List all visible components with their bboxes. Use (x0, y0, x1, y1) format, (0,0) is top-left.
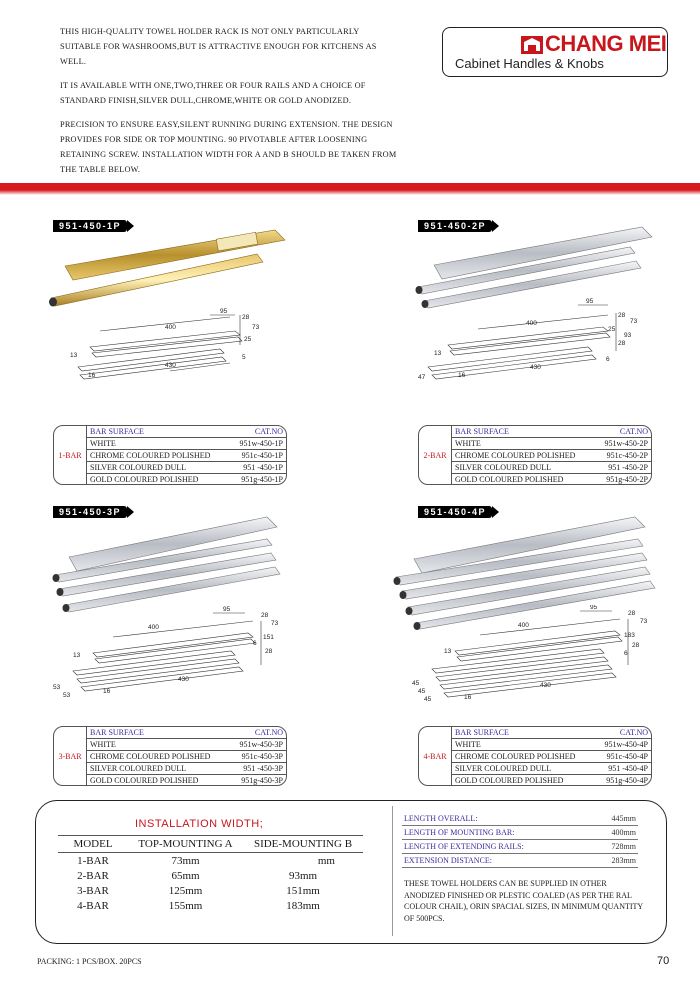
catno-cell: 951g-450-2P (606, 475, 648, 484)
length-value: 445mm (611, 814, 636, 823)
red-divider (0, 183, 700, 190)
length-value: 283mm (611, 856, 636, 865)
surface-cell: GOLD COLOURED POLISHED (452, 474, 595, 486)
surface-cell: CHROME COLOURED POLISHED (87, 450, 230, 462)
dim-label: 16 (103, 688, 111, 695)
mounting-bar-length-row (402, 826, 638, 840)
surface-cell: WHITE (87, 739, 230, 751)
catno-cell: 951g-450-1P (241, 475, 283, 484)
col-header-catno: CAT.NO (230, 727, 286, 739)
side-mount-cell: 93mm (288, 869, 318, 882)
dim-label: 93 (624, 332, 632, 339)
dim-label: 73 (640, 618, 648, 625)
product-photo-3p (45, 515, 295, 615)
dim-label: 45 (424, 696, 432, 703)
dim-label: 28 (618, 340, 626, 347)
table-row (58, 898, 363, 913)
spec-table-1p (53, 425, 287, 485)
catno-cell: 951 -450-1P (230, 462, 286, 474)
intro-paragraph-1: THIS HIGH-QUALITY TOWEL HOLDER RACK IS NOT ONLY PARTICULARLY SUITABLE FOR WASHROOMS,BUT IS ATTRACTIVE ENOUGH FOR KITCHENS AS WELL. (60, 27, 377, 66)
dim-label: 28 (632, 642, 640, 649)
length-label: LENGTH OVERALL: (404, 814, 478, 823)
bar-count-label: 2-BAR (423, 450, 447, 460)
page-number: 70 (657, 955, 670, 967)
col-header-surface: BAR SURFACE (87, 727, 230, 739)
intro-text (60, 24, 402, 186)
model-cell: 4-BAR (77, 899, 109, 912)
model-cell: 3-BAR (77, 884, 109, 897)
model-cell: 2-BAR (77, 869, 109, 882)
model-tag-4p: 951-450-4P (418, 506, 492, 518)
dim-label: 5 (242, 354, 246, 361)
dim-label: 6 (606, 356, 610, 363)
dim-label: 400 (518, 622, 529, 629)
model-tag-2p: 951-450-2P (418, 220, 492, 232)
dim-label: 6 (253, 640, 257, 647)
catno-cell: 951w-450-4P (595, 739, 651, 751)
dim-label: 16 (88, 372, 96, 379)
model-cell: 1-BAR (77, 854, 109, 867)
panel-divider (392, 806, 393, 936)
catno-cell: 951 -450-4P (595, 763, 651, 775)
catno-cell: 951 -450-2P (595, 462, 651, 474)
custom-order-note: THESE TOWEL HOLDERS CAN BE SUPPLIED IN OTHER ANODIZED FINISHED OR PLESTIC COALED (AS PER THE RAL COLOUR CHAIL), ORIN SPACIAL SIZES, IN MINIMUM QUANTITY OF 500PCS. (404, 879, 643, 923)
side-mount-cell: 151mm (286, 884, 320, 897)
dim-label: 13 (70, 352, 78, 359)
packing-info: PACKING: 1 PCS/BOX. 20PCS (37, 957, 142, 966)
surface-cell: WHITE (87, 438, 230, 450)
top-mount-cell: 125mm (168, 884, 203, 897)
dimension-drawing-3p (53, 605, 283, 700)
dim-label: 6 (624, 650, 628, 657)
dim-label: 95 (590, 605, 598, 611)
dim-label: 25 (608, 326, 616, 333)
dim-label: 45 (418, 688, 426, 695)
dim-label: 430 (165, 362, 176, 369)
bar-count-label: 1-BAR (58, 450, 82, 460)
dim-label: 28 (628, 610, 636, 617)
catno-cell: 951g-450-4P (606, 776, 648, 785)
dimension-drawing-2p (418, 295, 658, 385)
dim-label: 45 (412, 680, 420, 687)
logo-emblem-icon (521, 36, 543, 54)
length-label: LENGTH OF MOUNTING BAR: (404, 828, 515, 837)
dim-label: 95 (223, 606, 231, 613)
dim-label: 13 (73, 652, 81, 659)
top-mount-cell: 65mm (171, 869, 200, 882)
header-side-mounting: SIDE-MOUNTING B (243, 836, 363, 853)
top-mount-cell: 155mm (168, 899, 203, 912)
dim-label: 13 (434, 350, 442, 357)
spec-table-3p (53, 726, 287, 786)
table-row (58, 853, 363, 869)
dim-label: 151 (263, 634, 274, 641)
length-label: LENGTH OF EXTENDING RAILS: (404, 842, 524, 851)
surface-cell: CHROME COLOURED POLISHED (87, 751, 230, 763)
dim-label: 73 (630, 318, 638, 325)
dim-label: 400 (165, 324, 176, 331)
catno-cell: 951w-450-1P (230, 438, 286, 450)
surface-cell: CHROME COLOURED POLISHED (452, 450, 595, 462)
surface-cell: GOLD COLOURED POLISHED (87, 474, 230, 486)
spec-table-4p (418, 726, 652, 786)
product-photo-1p (45, 228, 295, 308)
length-overall-row (402, 812, 638, 826)
col-header-catno: CAT.NO (595, 727, 651, 739)
dim-label: 53 (63, 692, 71, 699)
length-label: EXTENSION DISTANCE: (404, 856, 493, 865)
header-model: MODEL (58, 836, 128, 853)
logo-brand-name: CHANG MEI (545, 31, 667, 56)
catno-cell: 951g-450-3P (241, 776, 283, 785)
table-row (58, 883, 363, 898)
side-mount-cell: mm (317, 854, 335, 867)
installation-width-table (58, 835, 363, 913)
model-tag-3p: 951-450-3P (53, 506, 127, 518)
col-header-surface: BAR SURFACE (87, 426, 230, 438)
extension-distance-row (402, 854, 638, 868)
dim-label: 430 (540, 682, 551, 689)
dim-label: 73 (271, 620, 279, 627)
dim-label: 95 (220, 308, 228, 315)
surface-cell: WHITE (452, 739, 595, 751)
logo-subtitle: Cabinet Handles & Knobs (455, 56, 604, 71)
surface-cell: SILVER COLOURED DULL (87, 763, 230, 775)
catno-cell: 951w-450-2P (595, 438, 651, 450)
brand-logo (442, 27, 668, 77)
surface-cell: SILVER COLOURED DULL (452, 763, 595, 775)
dim-label: 28 (261, 612, 269, 619)
dim-label: 400 (148, 624, 159, 631)
spec-table-2p (418, 425, 652, 485)
dimension-drawing-4p (410, 605, 660, 705)
catno-cell: 951w-450-3P (230, 739, 286, 751)
dim-label: 28 (618, 312, 626, 319)
dim-label: 28 (242, 314, 250, 321)
dimension-drawing-1p (70, 305, 260, 385)
surface-cell: GOLD COLOURED POLISHED (452, 775, 595, 787)
dim-label: 430 (178, 676, 189, 683)
catno-cell: 951 -450-3P (230, 763, 286, 775)
bar-count-label: 4-BAR (423, 751, 447, 761)
extending-rails-length-row (402, 840, 638, 854)
surface-cell: SILVER COLOURED DULL (87, 462, 230, 474)
col-header-catno: CAT.NO (595, 426, 651, 438)
col-header-surface: BAR SURFACE (452, 727, 595, 739)
dim-label: 16 (458, 372, 466, 379)
installation-title: INSTALLATION WIDTH; (135, 818, 264, 830)
dim-label: 183 (624, 632, 635, 639)
dim-label: 47 (418, 374, 426, 381)
surface-cell: SILVER COLOURED DULL (452, 462, 595, 474)
catno-cell: 951c-450-2P (595, 450, 651, 462)
dim-label: 16 (464, 694, 472, 701)
dim-label: 430 (530, 364, 541, 371)
intro-paragraph-2: IT IS AVAILABLE WITH ONE,TWO,THREE OR FOUR RAILS AND A CHOICE OF STANDARD FINISH,SILVER DULL,CHROME,WHITE OR GOLD ANODIZED. (60, 81, 366, 105)
side-mount-cell: 183mm (286, 899, 320, 912)
length-value: 728mm (611, 842, 636, 851)
col-header-surface: BAR SURFACE (452, 426, 595, 438)
catno-cell: 951c-450-3P (230, 751, 286, 763)
dim-label: 53 (53, 684, 61, 691)
catno-cell: 951c-450-1P (230, 450, 286, 462)
header-top-mounting: TOP-MOUNTING A (128, 836, 243, 853)
col-header-catno: CAT.NO (230, 426, 286, 438)
intro-paragraph-3: PRECISION TO ENSURE EASY,SILENT RUNNING DURING EXTENSION. THE DESIGN PROVIDES FOR SIDE OR TOP MOUNTING. 90 PIVOTABLE AFTER LOOSENING RETAINING SCREW. INSTALLATION WIDTH FOR A AND B SHOULD BE TAKEN FROM THE TABLE BELOW. (60, 120, 397, 174)
table-row (58, 868, 363, 883)
top-mount-cell: 73mm (171, 854, 200, 867)
surface-cell: CHROME COLOURED POLISHED (452, 751, 595, 763)
dim-label: 13 (444, 648, 452, 655)
surface-cell: GOLD COLOURED POLISHED (87, 775, 230, 787)
dim-label: 28 (265, 648, 273, 655)
catno-cell: 951c-450-4P (595, 751, 651, 763)
dim-label: 73 (252, 324, 260, 331)
dim-label: 95 (586, 298, 594, 305)
length-value: 400mm (611, 828, 636, 837)
dim-label: 400 (526, 320, 537, 327)
dim-label: 25 (244, 336, 252, 343)
bar-count-label: 3-BAR (58, 751, 82, 761)
surface-cell: WHITE (452, 438, 595, 450)
model-tag-1p: 951-450-1P (53, 220, 127, 232)
